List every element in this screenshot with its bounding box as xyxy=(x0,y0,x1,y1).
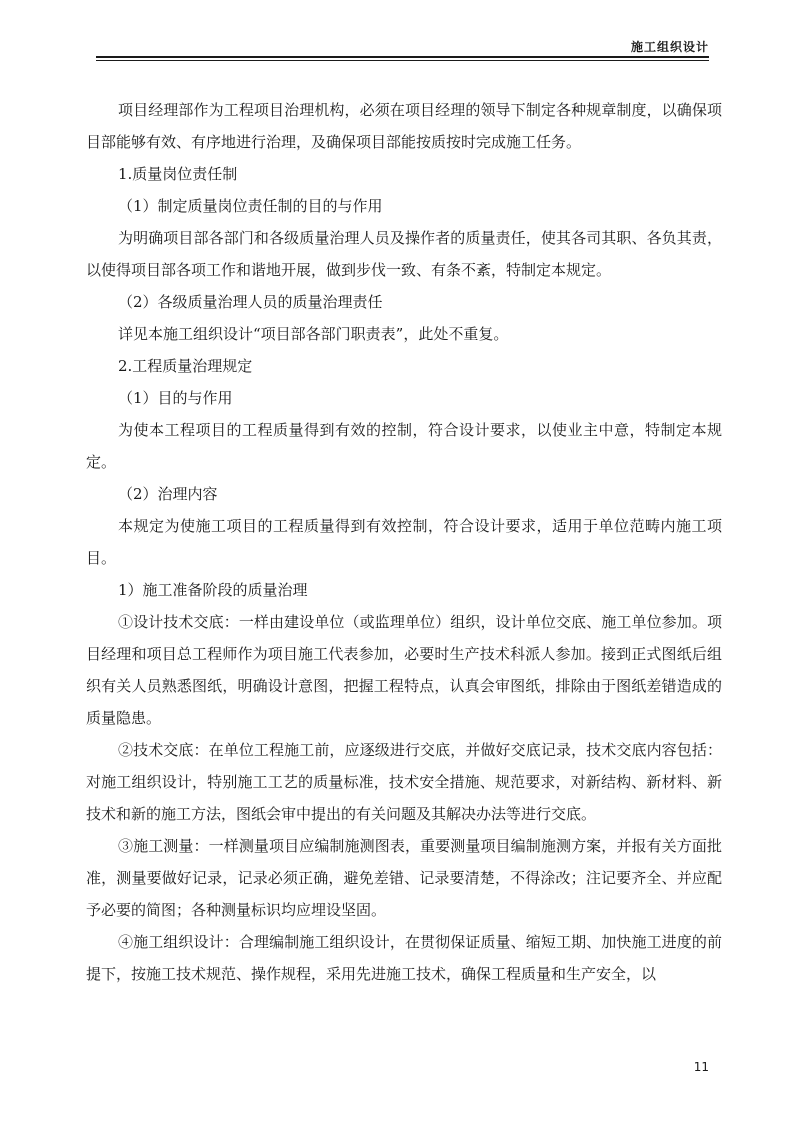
paragraph-construction-design: ④施工组织设计：合理编制施工组织设计，在贯彻保证质量、缩短工期、加快施工进度的前提下，按施工技术规范、操作规程，采用先进施工技术，确保工程质量和生产安全，以 xyxy=(86,933,722,983)
paragraph-responsibilities: 详见本施工组织设计“项目部各部门职责表”，此处不重复。 xyxy=(118,325,509,343)
page-number: 11 xyxy=(693,1060,709,1074)
subheading-content: （2）治理内容 xyxy=(118,485,218,503)
header-rule-thick xyxy=(96,56,709,58)
subheading-preparation-stage: 1）施工准备阶段的质量治理 xyxy=(118,581,308,599)
header-title: 施工组织设计 xyxy=(630,40,709,54)
paragraph-purpose: 为明确项目部各部门和各级质量治理人员及操作者的质量责任，使其各司其职、各负其责，以使得项目部各项工作和谐地开展，做到步伐一致、有条不紊，特制定本规定。 xyxy=(86,229,722,279)
heading-quality-responsibility: 1.质量岗位责任制 xyxy=(118,165,238,183)
paragraph-technical-disclosure: ②技术交底：在单位工程施工前，应逐级进行交底，并做好交底记录，技术交底内容包括：对施工组织设计，特别施工工艺的质量标准，技术安全措施、规范要求，对新结构、新材料、新技术和新的施工方法，图纸会审中提出的有关问题及其解决办法等进行交底。 xyxy=(86,741,722,823)
page-header xyxy=(96,38,709,60)
subheading-purpose: （1）制定质量岗位责任制的目的与作用 xyxy=(118,197,383,215)
document-body xyxy=(86,94,722,990)
paragraph-content: 本规定为使施工项目的工程质量得到有效控制，符合设计要求，适用于单位范畴内施工项目。 xyxy=(86,517,722,567)
subheading-goal: （1）目的与作用 xyxy=(118,389,233,407)
paragraph-intro: 项目经理部作为工程项目治理机构，必须在项目经理的领导下制定各种规章制度，以确保项目部能够有效、有序地进行治理，及确保项目部能按质按时完成施工任务。 xyxy=(86,101,722,151)
paragraph-construction-survey: ③施工测量：一样测量项目应编制施测图表，重要测量项目编制施测方案，并报有关方面批准，测量要做好记录，记录必须正确，避免差错、记录要清楚，不得涂改；注记要齐全、并应配予必要的简图；各种测量标识均应埋设坚固。 xyxy=(86,837,722,919)
paragraph-goal: 为使本工程项目的工程质量得到有效的控制，符合设计要求，以使业主中意，特制定本规定。 xyxy=(86,421,722,471)
heading-quality-rules: 2.工程质量治理规定 xyxy=(118,357,253,375)
header-rule-thin xyxy=(96,60,709,61)
subheading-responsibilities: （2）各级质量治理人员的质量治理责任 xyxy=(118,293,383,311)
paragraph-design-disclosure: ①设计技术交底：一样由建设单位（或监理单位）组织，设计单位交底、施工单位参加。项目经理和项目总工程师作为项目施工代表参加，必要时生产技术科派人参加。接到正式图纸后组织有关人员熟悉图纸，明确设计意图，把握工程特点，认真会审图纸，排除由于图纸差错造成的质量隐患。 xyxy=(86,613,722,727)
